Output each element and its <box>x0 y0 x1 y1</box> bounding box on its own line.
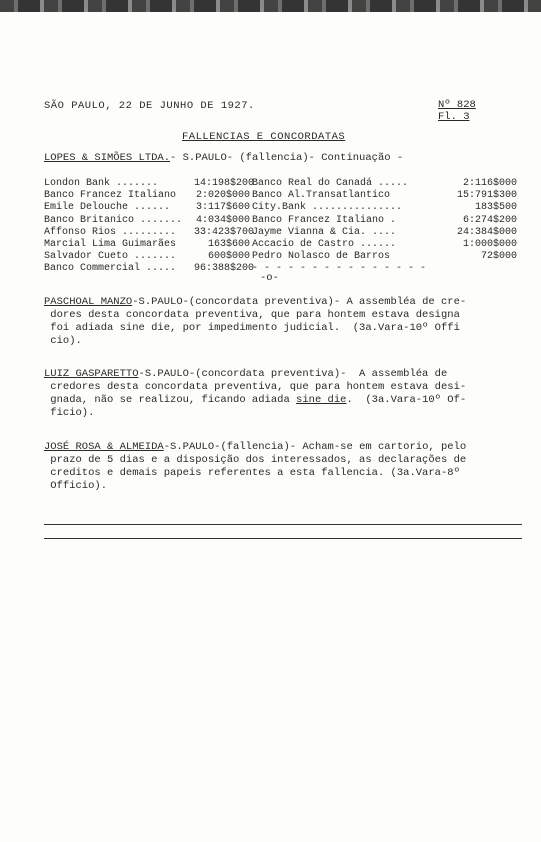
creditor-row <box>44 178 519 190</box>
creditor-name: Jayme Vianna & Cia. .... <box>252 226 397 238</box>
creditor-row <box>44 239 519 251</box>
case-name: LOPES & SIMÕES LTDA. <box>44 152 171 164</box>
creditor-amount: 1:000$000 <box>462 238 517 250</box>
case-text: -S.PAULO-(fallencia)- Acham-se em cartorio, pelo prazo de 5 dias e a disposição dos interessados, as declarações de creditos e demais papeis referentes a esta fallencia. (3a.Vara-8º Officio). <box>50 441 467 492</box>
case-name: LUIZ GASPARETTO <box>44 368 139 380</box>
creditor-name: Banco Real do Canadá ..... <box>252 178 409 189</box>
dateline: SÃO PAULO, 22 DE JUNHO DE 1927. <box>44 100 255 112</box>
creditor-amount: 2:020$000 <box>195 190 250 202</box>
creditor-row <box>44 251 519 263</box>
case-name: PASCHOAL MANZO <box>44 296 133 308</box>
creditor-name: City.Bank ............... <box>252 202 403 214</box>
creditor-name: Emile Delouche ...... <box>44 202 171 214</box>
creditor-amount: 72$000 <box>480 251 517 263</box>
creditor-name: - - - - - - - - - - - - - - - <box>252 263 427 275</box>
folio-number: Fl. 3 <box>438 111 470 123</box>
creditor-amount: 4:034$000 <box>195 214 250 226</box>
creditor-amount: 183$500 <box>474 202 517 214</box>
divider-line <box>44 538 522 539</box>
underlined-phrase: sine die <box>296 394 347 406</box>
divider-line <box>44 524 522 525</box>
bulletin-number: Nº 828 <box>438 99 476 111</box>
case-text: -S.PAULO-(concordata preventiva)- A assembléa de cre- dores desta concordata preventiva, que para hontem estava designa foi adiada sine die, por impedimento judicial. (3a.Vara-10º Offi cio). <box>50 296 467 347</box>
creditor-amount: 15:791$300 <box>456 190 517 202</box>
section-title: FALLENCIAS E CONCORDATAS <box>182 131 346 143</box>
creditor-name: Affonso Rios ......... <box>44 226 177 238</box>
creditor-row <box>44 263 519 275</box>
case-name: JOSÉ ROSA & ALMEIDA <box>44 441 164 453</box>
creditor-row <box>44 215 519 227</box>
creditor-name: Banco Britanico ....... <box>44 214 183 226</box>
case-paragraph-jose-rosa <box>44 441 514 493</box>
creditor-name: Pedro Nolasco de Barros <box>252 251 391 263</box>
case-paragraph-gasparetto <box>44 368 514 420</box>
creditor-row <box>44 202 519 214</box>
creditor-amount: 6:274$200 <box>462 214 517 226</box>
creditor-name: Banco Commercial ..... <box>44 263 177 275</box>
separator-mark: -o- <box>260 272 279 284</box>
creditor-amount: 33:423$700 <box>194 226 255 238</box>
case-header-rest: - S.PAULO- (fallencia)- Continuação - <box>170 152 404 164</box>
reference-number <box>438 99 476 123</box>
case-text: -S.PAULO-(concordata preventiva)- A assembléa de credores desta concordata preventiva, que para hontem estava desi- gnada, não se realizou, ficando adiada sine die. (3a.Vara-10º Of- ficio). <box>50 368 467 419</box>
creditor-amount: 600$000 <box>207 251 250 263</box>
creditor-amount: 2:116$000 <box>462 178 517 189</box>
case-header-lopes <box>44 152 403 164</box>
creditor-name: Banco Francez Italiano . <box>252 214 397 226</box>
creditor-amount: 96:388$200 <box>194 263 255 275</box>
creditor-name: Banco Al.Transatlantico <box>252 190 391 202</box>
creditor-list <box>44 178 519 276</box>
creditor-name: Accacio de Castro ...... <box>252 238 397 250</box>
creditor-amount: 163$600 <box>207 238 250 250</box>
creditor-amount: 24:384$000 <box>456 226 517 238</box>
creditor-name: Salvador Cueto ....... <box>44 251 177 263</box>
creditor-name: London Bank ....... <box>44 178 159 189</box>
creditor-row <box>44 190 519 202</box>
case-paragraph-paschoal <box>44 296 514 348</box>
creditor-row <box>44 227 519 239</box>
scan-top-edge <box>0 0 541 12</box>
creditor-amount: 3:117$600 <box>195 202 250 214</box>
creditor-amount: 14:198$200 <box>194 178 255 189</box>
creditor-name: Banco Francez Italiano <box>44 190 177 202</box>
creditor-name: Marcial Lima Guimarães <box>44 238 177 250</box>
